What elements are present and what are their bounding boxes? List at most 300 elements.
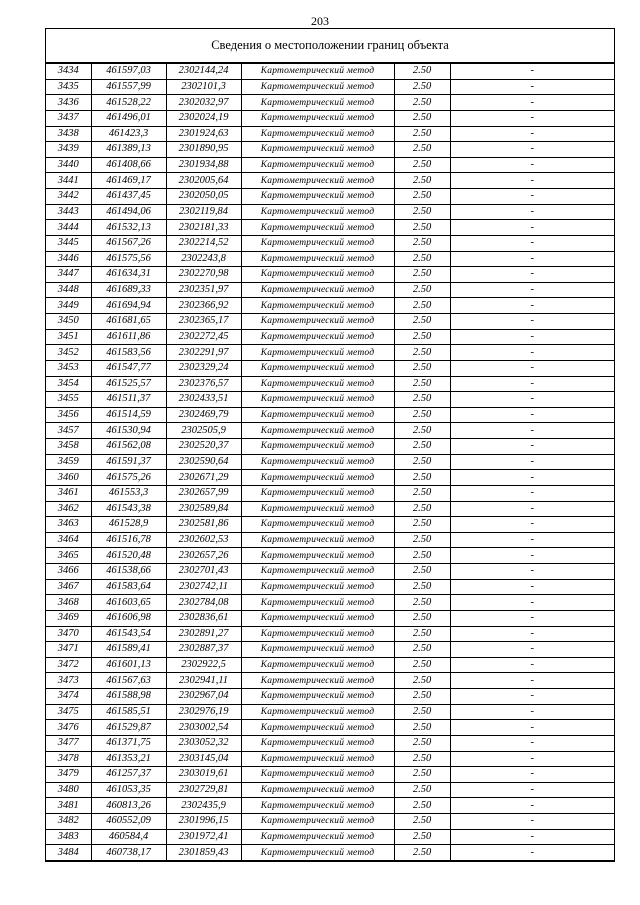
error-cell: 2.50	[394, 595, 450, 611]
method-cell: Картометрический метод	[241, 798, 394, 814]
table-row	[46, 79, 614, 95]
point-number-cell: 3445	[46, 235, 91, 251]
coordinate-x-cell: 461603,65	[91, 595, 166, 611]
description-cell: -	[450, 267, 614, 283]
coordinate-x-cell: 461514,59	[91, 407, 166, 423]
coordinate-y-cell: 2302671,29	[166, 470, 241, 486]
point-number-cell: 3443	[46, 204, 91, 220]
point-number-cell: 3473	[46, 673, 91, 689]
coordinate-x-cell: 461567,26	[91, 235, 166, 251]
method-cell: Картометрический метод	[241, 204, 394, 220]
description-cell: -	[450, 235, 614, 251]
table-row	[46, 439, 614, 455]
coordinate-y-cell: 2302243,8	[166, 251, 241, 267]
method-cell: Картометрический метод	[241, 79, 394, 95]
point-number-cell: 3447	[46, 267, 91, 283]
coordinate-y-cell: 2302729,81	[166, 782, 241, 798]
error-cell: 2.50	[394, 392, 450, 408]
coordinate-x-cell: 461681,65	[91, 314, 166, 330]
coordinate-x-cell: 461371,75	[91, 735, 166, 751]
error-cell: 2.50	[394, 314, 450, 330]
method-cell: Картометрический метод	[241, 64, 394, 80]
method-cell: Картометрический метод	[241, 95, 394, 111]
coordinate-x-cell: 461585,51	[91, 704, 166, 720]
method-cell: Картометрический метод	[241, 673, 394, 689]
coordinate-y-cell: 2302657,99	[166, 485, 241, 501]
method-cell: Картометрический метод	[241, 689, 394, 705]
table-row	[46, 720, 614, 736]
method-cell: Картометрический метод	[241, 329, 394, 345]
coordinate-x-cell: 461257,37	[91, 767, 166, 783]
error-cell: 2.50	[394, 735, 450, 751]
method-cell: Картометрический метод	[241, 360, 394, 376]
method-cell: Картометрический метод	[241, 767, 394, 783]
coordinate-x-cell: 461494,06	[91, 204, 166, 220]
point-number-cell: 3469	[46, 610, 91, 626]
description-cell: -	[450, 314, 614, 330]
method-cell: Картометрический метод	[241, 220, 394, 236]
point-number-cell: 3449	[46, 298, 91, 314]
coordinate-y-cell: 2302657,26	[166, 548, 241, 564]
description-cell: -	[450, 532, 614, 548]
coordinate-x-cell: 461520,48	[91, 548, 166, 564]
method-cell: Картометрический метод	[241, 610, 394, 626]
table-row	[46, 157, 614, 173]
point-number-cell: 3475	[46, 704, 91, 720]
description-cell: -	[450, 454, 614, 470]
coordinate-x-cell: 461562,08	[91, 439, 166, 455]
coordinate-x-cell: 461567,63	[91, 673, 166, 689]
method-cell: Картометрический метод	[241, 735, 394, 751]
coordinate-x-cell: 460552,09	[91, 814, 166, 830]
point-number-cell: 3434	[46, 64, 91, 80]
error-cell: 2.50	[394, 845, 450, 861]
point-number-cell: 3465	[46, 548, 91, 564]
coordinate-y-cell: 2301972,41	[166, 829, 241, 845]
coordinate-x-cell: 461575,56	[91, 251, 166, 267]
description-cell: -	[450, 673, 614, 689]
error-cell: 2.50	[394, 798, 450, 814]
point-number-cell: 3484	[46, 845, 91, 861]
description-cell: -	[450, 720, 614, 736]
coordinate-y-cell: 2302101,3	[166, 79, 241, 95]
description-cell: -	[450, 501, 614, 517]
coordinate-y-cell: 2302005,64	[166, 173, 241, 189]
description-cell: -	[450, 735, 614, 751]
coordinate-x-cell: 461516,78	[91, 532, 166, 548]
point-number-cell: 3476	[46, 720, 91, 736]
error-cell: 2.50	[394, 689, 450, 705]
coordinate-y-cell: 2302272,45	[166, 329, 241, 345]
description-cell: -	[450, 626, 614, 642]
point-number-cell: 3466	[46, 564, 91, 580]
error-cell: 2.50	[394, 126, 450, 142]
coordinate-y-cell: 2302742,11	[166, 579, 241, 595]
error-cell: 2.50	[394, 298, 450, 314]
table-row	[46, 485, 614, 501]
point-number-cell: 3472	[46, 657, 91, 673]
table-row	[46, 376, 614, 392]
point-number-cell: 3481	[46, 798, 91, 814]
point-number-cell: 3454	[46, 376, 91, 392]
table-row	[46, 360, 614, 376]
coordinate-y-cell: 2302365,17	[166, 314, 241, 330]
coordinate-y-cell: 2302701,43	[166, 564, 241, 580]
method-cell: Картометрический метод	[241, 282, 394, 298]
description-cell: -	[450, 79, 614, 95]
error-cell: 2.50	[394, 454, 450, 470]
coordinate-x-cell: 460738,17	[91, 845, 166, 861]
coordinate-y-cell: 2302119,84	[166, 204, 241, 220]
coordinate-y-cell: 2302435,9	[166, 798, 241, 814]
description-cell: -	[450, 689, 614, 705]
error-cell: 2.50	[394, 189, 450, 205]
description-cell: -	[450, 345, 614, 361]
point-number-cell: 3437	[46, 110, 91, 126]
coordinate-y-cell: 2302784,08	[166, 595, 241, 611]
description-cell: -	[450, 548, 614, 564]
point-number-cell: 3450	[46, 314, 91, 330]
table-row	[46, 814, 614, 830]
coordinate-x-cell: 461469,17	[91, 173, 166, 189]
description-cell: -	[450, 189, 614, 205]
coordinate-x-cell: 461528,9	[91, 517, 166, 533]
method-cell: Картометрический метод	[241, 829, 394, 845]
coordinate-x-cell: 461689,33	[91, 282, 166, 298]
table-row	[46, 314, 614, 330]
coordinate-x-cell: 461530,94	[91, 423, 166, 439]
coordinates-table-body	[46, 64, 614, 861]
coordinates-table	[46, 63, 614, 861]
point-number-cell: 3477	[46, 735, 91, 751]
point-number-cell: 3457	[46, 423, 91, 439]
point-number-cell: 3444	[46, 220, 91, 236]
table-row	[46, 423, 614, 439]
point-number-cell: 3452	[46, 345, 91, 361]
description-cell: -	[450, 798, 614, 814]
description-cell: -	[450, 173, 614, 189]
method-cell: Картометрический метод	[241, 110, 394, 126]
point-number-cell: 3482	[46, 814, 91, 830]
point-number-cell: 3459	[46, 454, 91, 470]
method-cell: Картометрический метод	[241, 704, 394, 720]
coordinate-x-cell: 461553,3	[91, 485, 166, 501]
coordinate-y-cell: 2302590,64	[166, 454, 241, 470]
method-cell: Картометрический метод	[241, 720, 394, 736]
point-number-cell: 3467	[46, 579, 91, 595]
error-cell: 2.50	[394, 423, 450, 439]
coordinate-y-cell: 2301996,15	[166, 814, 241, 830]
table-row	[46, 407, 614, 423]
point-number-cell: 3441	[46, 173, 91, 189]
coordinate-y-cell: 2302291,97	[166, 345, 241, 361]
error-cell: 2.50	[394, 439, 450, 455]
description-cell: -	[450, 220, 614, 236]
table-row	[46, 189, 614, 205]
description-cell: -	[450, 360, 614, 376]
error-cell: 2.50	[394, 267, 450, 283]
point-number-cell: 3474	[46, 689, 91, 705]
error-cell: 2.50	[394, 501, 450, 517]
point-number-cell: 3456	[46, 407, 91, 423]
method-cell: Картометрический метод	[241, 267, 394, 283]
method-cell: Картометрический метод	[241, 376, 394, 392]
table-row	[46, 517, 614, 533]
table-row	[46, 579, 614, 595]
error-cell: 2.50	[394, 657, 450, 673]
table-row	[46, 798, 614, 814]
method-cell: Картометрический метод	[241, 142, 394, 158]
description-cell: -	[450, 142, 614, 158]
error-cell: 2.50	[394, 517, 450, 533]
description-cell: -	[450, 439, 614, 455]
method-cell: Картометрический метод	[241, 345, 394, 361]
description-cell: -	[450, 751, 614, 767]
method-cell: Картометрический метод	[241, 298, 394, 314]
table-row	[46, 673, 614, 689]
table-row	[46, 782, 614, 798]
coordinate-y-cell: 2302351,97	[166, 282, 241, 298]
error-cell: 2.50	[394, 548, 450, 564]
coordinate-y-cell: 2303145,04	[166, 751, 241, 767]
method-cell: Картометрический метод	[241, 423, 394, 439]
coordinate-y-cell: 2303002,54	[166, 720, 241, 736]
coordinate-y-cell: 2302505,9	[166, 423, 241, 439]
error-cell: 2.50	[394, 767, 450, 783]
error-cell: 2.50	[394, 673, 450, 689]
error-cell: 2.50	[394, 751, 450, 767]
method-cell: Картометрический метод	[241, 751, 394, 767]
method-cell: Картометрический метод	[241, 454, 394, 470]
coordinate-y-cell: 2301934,88	[166, 157, 241, 173]
point-number-cell: 3462	[46, 501, 91, 517]
error-cell: 2.50	[394, 79, 450, 95]
method-cell: Картометрический метод	[241, 392, 394, 408]
description-cell: -	[450, 423, 614, 439]
coordinate-x-cell: 461353,21	[91, 751, 166, 767]
point-number-cell: 3448	[46, 282, 91, 298]
coordinate-x-cell: 461601,13	[91, 657, 166, 673]
description-cell: -	[450, 642, 614, 658]
description-cell: -	[450, 376, 614, 392]
point-number-cell: 3460	[46, 470, 91, 486]
table-row	[46, 298, 614, 314]
error-cell: 2.50	[394, 95, 450, 111]
coordinate-y-cell: 2302469,79	[166, 407, 241, 423]
coordinate-x-cell: 461606,98	[91, 610, 166, 626]
description-cell: -	[450, 126, 614, 142]
coordinate-y-cell: 2302050,05	[166, 189, 241, 205]
method-cell: Картометрический метод	[241, 642, 394, 658]
description-cell: -	[450, 595, 614, 611]
description-cell: -	[450, 157, 614, 173]
table-row	[46, 470, 614, 486]
method-cell: Картометрический метод	[241, 626, 394, 642]
method-cell: Картометрический метод	[241, 251, 394, 267]
point-number-cell: 3438	[46, 126, 91, 142]
table-row	[46, 173, 614, 189]
description-cell: -	[450, 298, 614, 314]
method-cell: Картометрический метод	[241, 485, 394, 501]
table-row	[46, 142, 614, 158]
error-cell: 2.50	[394, 485, 450, 501]
description-cell: -	[450, 610, 614, 626]
table-row	[46, 735, 614, 751]
coordinate-y-cell: 2302329,24	[166, 360, 241, 376]
table-row	[46, 751, 614, 767]
method-cell: Картометрический метод	[241, 548, 394, 564]
coordinate-x-cell: 461532,13	[91, 220, 166, 236]
table-row	[46, 110, 614, 126]
coordinate-y-cell: 2301924,63	[166, 126, 241, 142]
description-cell: -	[450, 392, 614, 408]
table-row	[46, 251, 614, 267]
coordinate-y-cell: 2302941,11	[166, 673, 241, 689]
table-row	[46, 454, 614, 470]
point-number-cell: 3442	[46, 189, 91, 205]
error-cell: 2.50	[394, 345, 450, 361]
coordinate-x-cell: 461437,45	[91, 189, 166, 205]
method-cell: Картометрический метод	[241, 189, 394, 205]
error-cell: 2.50	[394, 532, 450, 548]
table-row	[46, 126, 614, 142]
coordinate-y-cell: 2302887,37	[166, 642, 241, 658]
coordinate-x-cell: 461547,77	[91, 360, 166, 376]
coordinate-x-cell: 461634,31	[91, 267, 166, 283]
description-cell: -	[450, 204, 614, 220]
coordinate-x-cell: 461538,66	[91, 564, 166, 580]
coordinate-y-cell: 2302589,84	[166, 501, 241, 517]
boundary-table-frame	[45, 28, 615, 862]
table-row	[46, 282, 614, 298]
method-cell: Картометрический метод	[241, 126, 394, 142]
coordinate-x-cell: 460584,4	[91, 829, 166, 845]
point-number-cell: 3471	[46, 642, 91, 658]
page-number: 203	[311, 14, 329, 28]
error-cell: 2.50	[394, 173, 450, 189]
description-cell: -	[450, 282, 614, 298]
error-cell: 2.50	[394, 610, 450, 626]
table-row	[46, 95, 614, 111]
coordinate-y-cell: 2301859,43	[166, 845, 241, 861]
coordinate-x-cell: 461543,54	[91, 626, 166, 642]
table-row	[46, 642, 614, 658]
point-number-cell: 3453	[46, 360, 91, 376]
table-row	[46, 235, 614, 251]
coordinate-x-cell: 461694,94	[91, 298, 166, 314]
coordinate-x-cell: 461408,66	[91, 157, 166, 173]
coordinate-x-cell: 461591,37	[91, 454, 166, 470]
method-cell: Картометрический метод	[241, 814, 394, 830]
method-cell: Картометрический метод	[241, 235, 394, 251]
description-cell: -	[450, 329, 614, 345]
error-cell: 2.50	[394, 360, 450, 376]
method-cell: Картометрический метод	[241, 157, 394, 173]
method-cell: Картометрический метод	[241, 532, 394, 548]
error-cell: 2.50	[394, 720, 450, 736]
point-number-cell: 3483	[46, 829, 91, 845]
coordinate-y-cell: 2303019,61	[166, 767, 241, 783]
point-number-cell: 3440	[46, 157, 91, 173]
error-cell: 2.50	[394, 470, 450, 486]
point-number-cell: 3461	[46, 485, 91, 501]
table-row	[46, 767, 614, 783]
point-number-cell: 3480	[46, 782, 91, 798]
point-number-cell: 3435	[46, 79, 91, 95]
description-cell: -	[450, 829, 614, 845]
description-cell: -	[450, 64, 614, 80]
error-cell: 2.50	[394, 64, 450, 80]
coordinate-y-cell: 2302922,5	[166, 657, 241, 673]
method-cell: Картометрический метод	[241, 173, 394, 189]
table-row	[46, 548, 614, 564]
error-cell: 2.50	[394, 251, 450, 267]
point-number-cell: 3458	[46, 439, 91, 455]
coordinate-x-cell: 460813,26	[91, 798, 166, 814]
coordinate-x-cell: 461543,38	[91, 501, 166, 517]
description-cell: -	[450, 782, 614, 798]
point-number-cell: 3464	[46, 532, 91, 548]
method-cell: Картометрический метод	[241, 517, 394, 533]
method-cell: Картометрический метод	[241, 470, 394, 486]
coordinate-x-cell: 461611,86	[91, 329, 166, 345]
method-cell: Картометрический метод	[241, 407, 394, 423]
error-cell: 2.50	[394, 704, 450, 720]
coordinate-x-cell: 461389,13	[91, 142, 166, 158]
description-cell: -	[450, 517, 614, 533]
error-cell: 2.50	[394, 626, 450, 642]
method-cell: Картометрический метод	[241, 845, 394, 861]
error-cell: 2.50	[394, 142, 450, 158]
point-number-cell: 3478	[46, 751, 91, 767]
description-cell: -	[450, 95, 614, 111]
table-row	[46, 595, 614, 611]
description-cell: -	[450, 407, 614, 423]
table-row	[46, 204, 614, 220]
description-cell: -	[450, 767, 614, 783]
table-row	[46, 829, 614, 845]
method-cell: Картометрический метод	[241, 782, 394, 798]
point-number-cell: 3436	[46, 95, 91, 111]
coordinate-y-cell: 2302032,97	[166, 95, 241, 111]
point-number-cell: 3446	[46, 251, 91, 267]
table-row	[46, 689, 614, 705]
coordinate-x-cell: 461583,56	[91, 345, 166, 361]
coordinate-y-cell: 2302214,52	[166, 235, 241, 251]
table-row	[46, 329, 614, 345]
point-number-cell: 3468	[46, 595, 91, 611]
point-number-cell: 3463	[46, 517, 91, 533]
coordinate-y-cell: 2302976,19	[166, 704, 241, 720]
table-row	[46, 220, 614, 236]
error-cell: 2.50	[394, 204, 450, 220]
error-cell: 2.50	[394, 282, 450, 298]
coordinate-y-cell: 2302967,04	[166, 689, 241, 705]
point-number-cell: 3479	[46, 767, 91, 783]
coordinate-y-cell: 2302433,51	[166, 392, 241, 408]
coordinate-y-cell: 2302602,53	[166, 532, 241, 548]
method-cell: Картометрический метод	[241, 595, 394, 611]
description-cell: -	[450, 485, 614, 501]
description-cell: -	[450, 814, 614, 830]
table-row	[46, 392, 614, 408]
coordinate-y-cell: 2302144,24	[166, 64, 241, 80]
coordinate-x-cell: 461496,01	[91, 110, 166, 126]
error-cell: 2.50	[394, 407, 450, 423]
error-cell: 2.50	[394, 814, 450, 830]
table-row	[46, 845, 614, 861]
table-row	[46, 267, 614, 283]
